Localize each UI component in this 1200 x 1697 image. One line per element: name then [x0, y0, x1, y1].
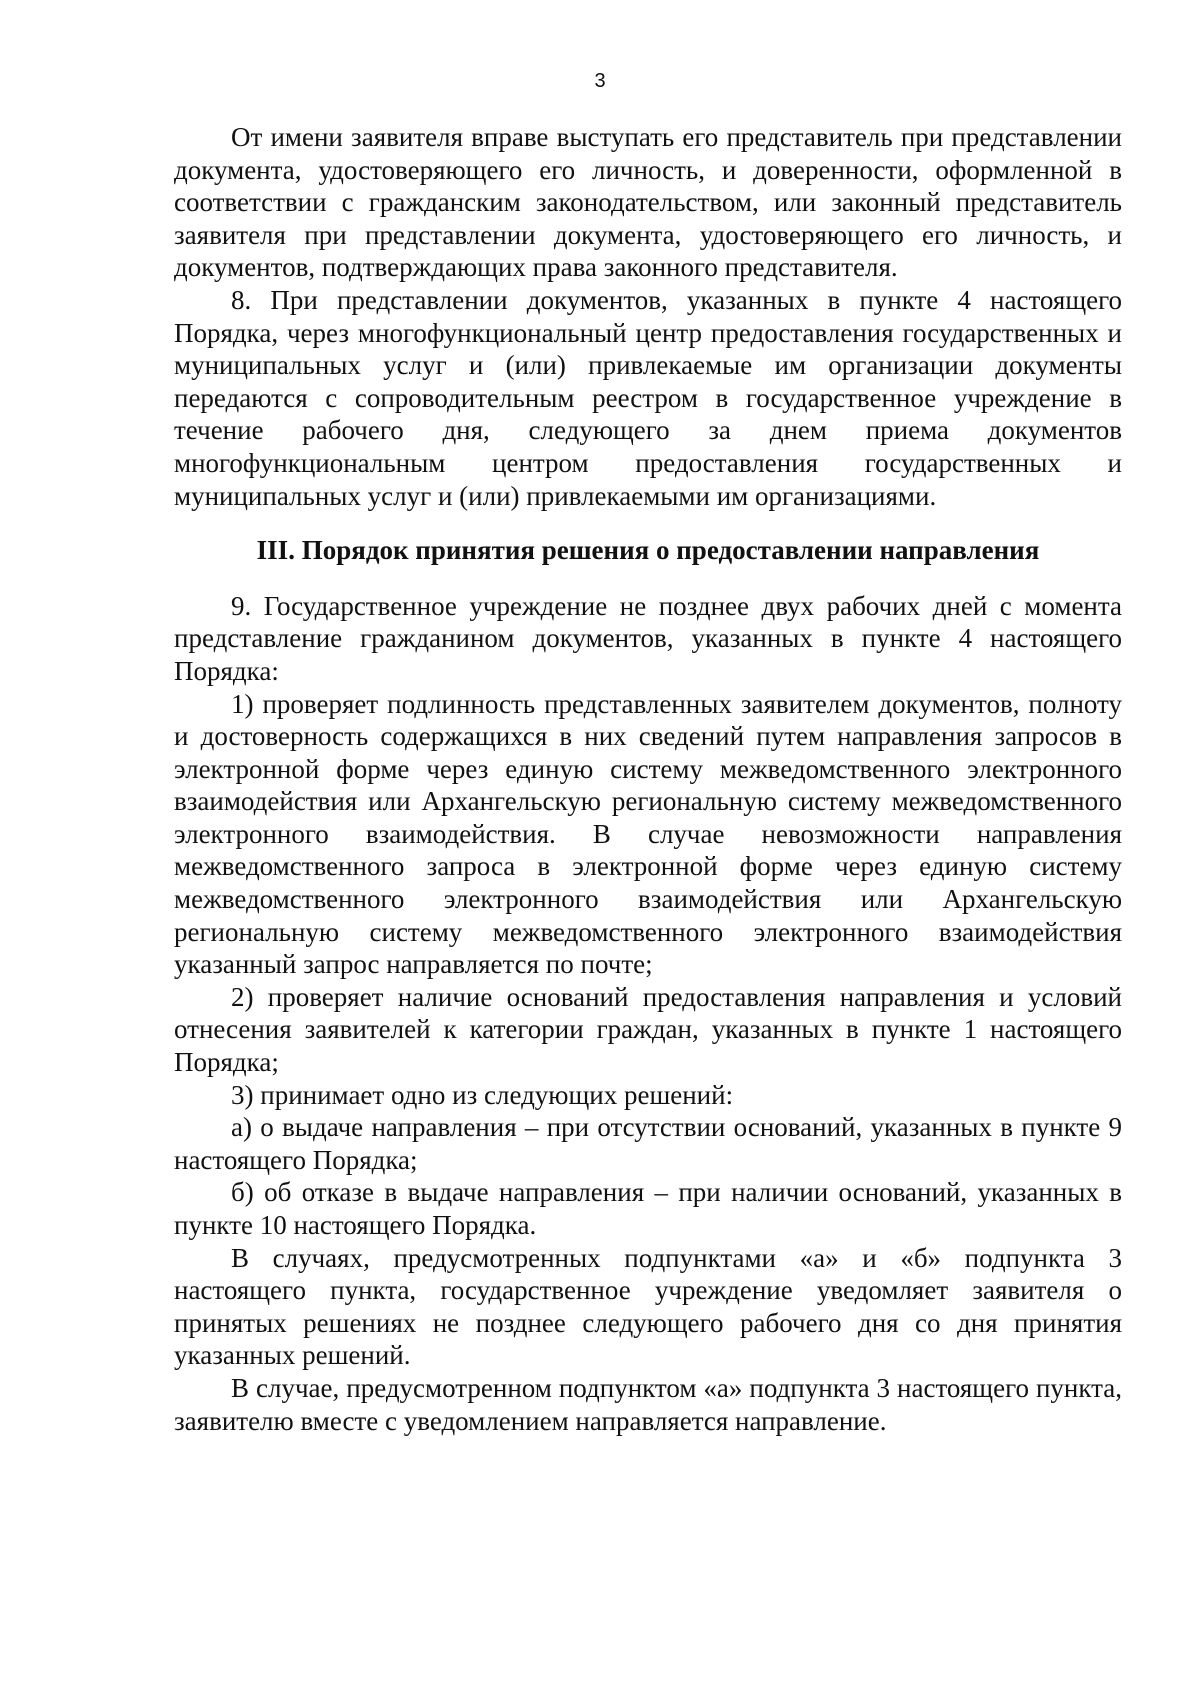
document-body — [174, 121, 1122, 1437]
section-heading: III. Порядок принятия решения о предоставлении направления — [256, 535, 1040, 566]
paragraph-item-9: 9. Государственное учреждение не позднее двух рабочих дней с момента представление гражданином документов, указанных в пункте 4 настоящего Порядка: — [174, 590, 1122, 686]
paragraph-subitem-3: 3) принимает одно из следующих решений: — [231, 1079, 734, 1110]
paragraph-subitem-a: а) о выдаче направления – при отсутствии оснований, указанных в пункте 9 настоящего Порядка; — [174, 1112, 1122, 1175]
paragraph-subitem-b: б) об отказе в выдаче направления – при наличии оснований, указанных в пункте 10 настоящего Порядка. — [174, 1177, 1122, 1240]
paragraph-item-8: 8. При представлении документов, указанных в пункте 4 настоящего Порядка, через многофункциональный центр предоставления государственных и муниципальных услуг и (или) привлекаемые им организации документы передаются с сопроводительным реестром в государственное учреждение в течение рабочего дня, следующего за днем приема документов многофункциональным центром предоставления государственных и муниципальных услуг и (или) привлекаемыми им организациями. — [174, 284, 1122, 511]
page-number: 3 — [594, 70, 606, 92]
paragraph-subitem-2: 2) проверяет наличие оснований предоставления направления и условий отнесения заявителей к категории граждан, указанных в пункте 1 настоящего Порядка; — [174, 981, 1122, 1078]
paragraph-notification: В случаях, предусмотренных подпунктами «а» и «б» подпункта 3 настоящего пункта, государственное учреждение уведомляет заявителя о принятых решениях не позднее следующего рабочего дня со дня принятия указанных решений. — [174, 1242, 1122, 1371]
paragraph-representative: От имени заявителя вправе выступать его представитель при представлении документа, удостоверяющего его личность, и доверенности, оформленной в соответствии с гражданским законодательством, или законный представитель заявителя при представлении документа, удостоверяющего его личность, и документов, подтверждающих права законного представителя. — [174, 122, 1122, 283]
paragraph-subitem-1: 1) проверяет подлинность представленных заявителем документов, полноту и достоверность содержащихся в них сведений путем направления запросов в электронной форме через единую систему межведомственного электронного взаимодействия или Архангельскую региональную систему межведомственного электронного взаимодействия. В случае невозможности направления межведомственного запроса в электронной форме через единую систему межведомственного электронного взаимодействия или Архангельскую региональную систему межведомственного электронного взаимодействия указанный запрос направляется по почте; — [174, 688, 1122, 980]
paragraph-issuance: В случае, предусмотренном подпунктом «а» подпункта 3 настоящего пункта, заявителю вместе с уведомлением направляется направление. — [174, 1372, 1122, 1436]
